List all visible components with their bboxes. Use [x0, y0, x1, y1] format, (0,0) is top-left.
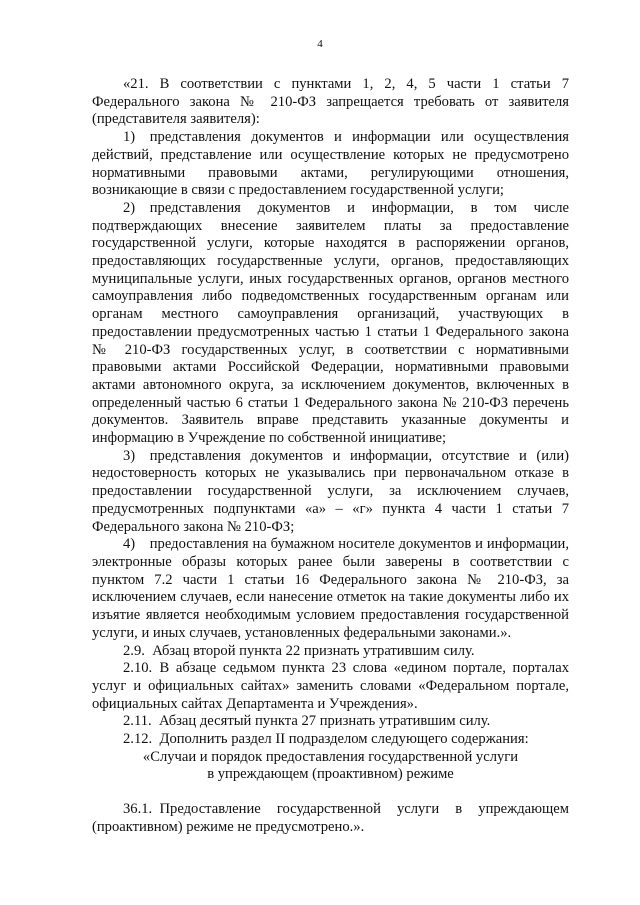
document-body — [92, 76, 569, 837]
subsection-heading-line-2: в упреждающем (проактивном) режиме — [207, 766, 454, 783]
paragraph-2-12: 2.12. Дополнить раздел II подразделом следующего содержания: — [123, 731, 529, 748]
paragraph-item-2: 2) представления документов и информации, в том числе подтверждающих внесение заявителем платы за предоставление государственной услуги, которые находятся в распоряжении органов, предоставляющих государственные услуги, органов, предоставляющих муниципальные услуги, иных государственных органов, органов местного самоуправления либо подведомственных государственным органам или органам местного самоуправления организаций, участвующих в предоставлении предусмотренных частью 1 статьи 1 Федерального закона № 210-ФЗ государственных услуг, в соответствии с нормативными правовыми актами Российской Федерации, нормативными правовыми актами автономного округа, за исключением документов, включенных в определенный частью 6 статьи 1 Федерального закона № 210-ФЗ перечень документов. Заявитель вправе представить указанные документы и информацию в Учреждение по собственной инициативе; — [92, 199, 569, 447]
paragraph-2-11: 2.11. Абзац десятый пункта 27 признать утратившим силу. — [123, 713, 491, 730]
paragraph-item-1: 1) представления документов и информации или осуществления действий, представление или осуществление которых не предусмотрено нормативными правовыми актами, регулирующими отношения, возникающие в связи с предоставлением государственной услуги; — [92, 129, 569, 199]
page-number: 4 — [317, 38, 323, 50]
paragraph-36-1: 36.1. Предоставление государственной услуги в упреждающем (проактивном) режиме не предусмотрено.». — [92, 801, 569, 835]
paragraph-item-3: 3) представления документов и информации, отсутствие и (или) недостоверность которых не указывались при первоначальном отказе в предоставлении государственной услуги, за исключением случаев, предусмотренных подпунктами «а» – «г» пункта 4 части 1 статьи 7 Федерального закона № 210-ФЗ; — [92, 447, 569, 535]
paragraph-2-9: 2.9. Абзац второй пункта 22 признать утратившим силу. — [123, 642, 475, 659]
paragraph-2-10: 2.10. В абзаце седьмом пункта 23 слова «едином портале, порталах услуг и официальных сайтах» заменить словами «Федеральном портале, официальных сайтах Департамента и Учреждения». — [92, 660, 569, 712]
paragraph-item-4: 4) предоставления на бумажном носителе документов и информации, электронные образы которых ранее были заверены в соответствии с пунктом 7.2 части 1 статьи 16 Федерального закона № 210-ФЗ, за исключением случаев, если нанесение отметок на такие документы либо их изъятие является необходимым условием предоставления государственной услуги, и иных случаев, установленных федеральными законами.». — [92, 536, 569, 641]
paragraph-21-intro: «21. В соответствии с пунктами 1, 2, 4, 5 части 1 статьи 7 Федерального закона № 210-ФЗ запрещается требовать от заявителя (представителя заявителя): — [92, 76, 569, 128]
subsection-heading-line-1: «Случаи и порядок предоставления государственной услуги — [142, 748, 519, 765]
